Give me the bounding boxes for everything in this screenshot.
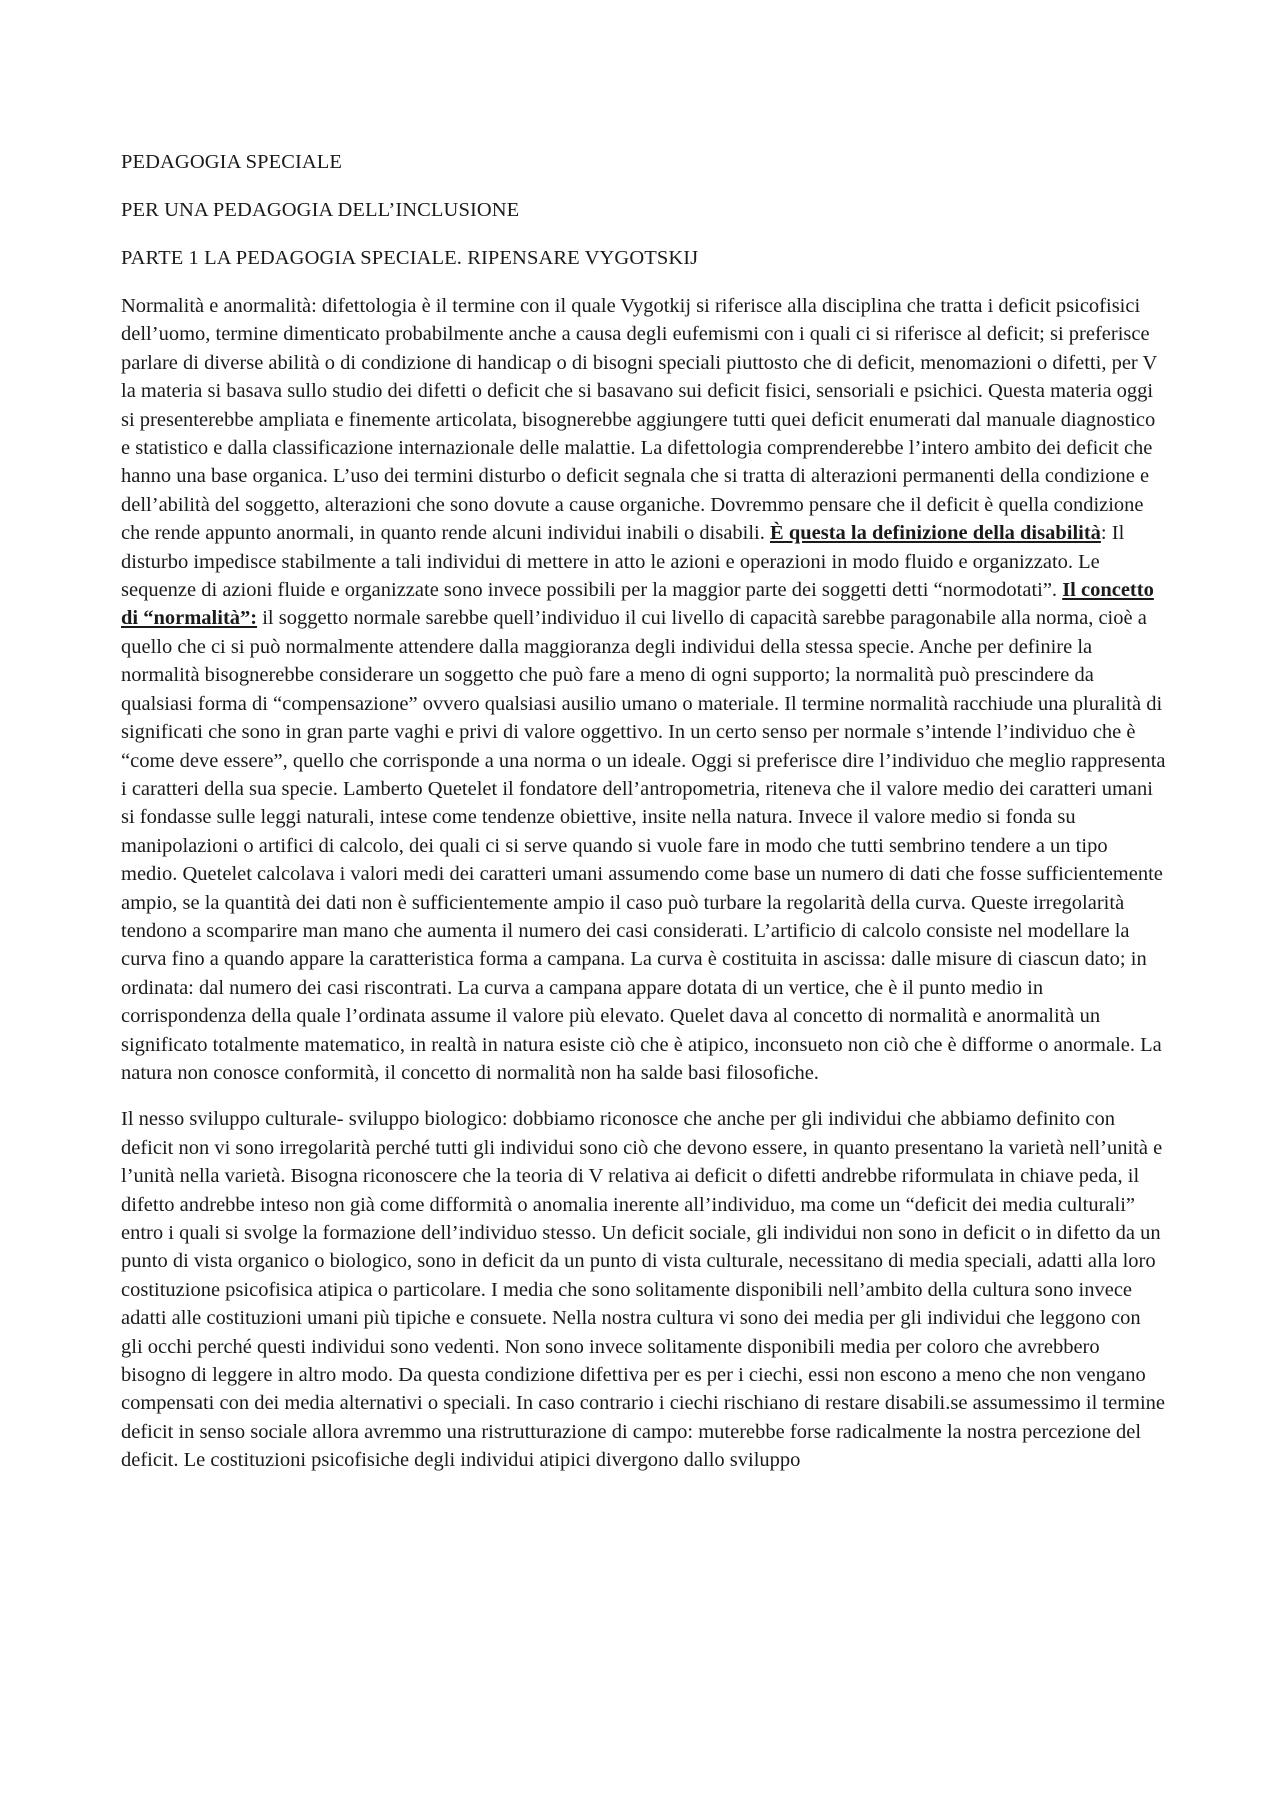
paragraph-text: : Il disturbo impedisce stabilmente a tali individui di mettere in atto le azioni e operazioni in modo fluido e organizzato. Le sequenze di azioni fluide e organizzate sono invece possibili per la maggior parte dei soggetti detti “normodotati”. [121,522,1125,602]
paragraph-text: il soggetto normale sarebbe quell’individuo il cui livello di capacità sarebbe paragonabile alla norma, cioè a quello che ci si può normalmente attendere dalla maggioranza degli individui della stessa specie. Anche per definire la normalità bisognerebbe considerare un soggetto che può fare a meno di ogni supporto; la normalità può prescindere da qualsiasi forma di “compensazione” ovvero qualsiasi ausilio umano o materiale. Il termine normalità racchiude una pluralità di significati che sono in gran parte vaghi e privi di valore oggettivo. In un certo senso per normale s’intende l’individuo che è “come deve essere”, quello che corrisponde a una norma o un ideale. Oggi si preferisce dire l’individuo che meglio rappresenta i caratteri della sua specie. Lamberto Quetelet il fondatore dell’antropometria, riteneva che il valore medio dei caratteri umani si fondasse sulle leggi naturali, intese come tendenze obiettive, insite nella natura. Invece il valore medio si fonda su manipolazioni o artifici di calcolo, dei quali ci si serve quando si vuole fare in modo che tutti sembrino tendere a un tipo medio. Quetelet calcolava i valori medi dei caratteri umani assumendo come base un numero di dati che fosse sufficientemente ampio, se la quantità dei dati non è sufficientemente ampio il caso può turbare la regolarità della curva. Queste irregolarità tendono a scomparire man mano che aumenta il numero dei casi considerati. L’artificio di calcolo consiste nel modellare la curva fino a quando appare la caratteristica forma a campana. La curva è costituita in ascissa: dalle misure di ciascun dato; in ordinata: dal numero dei casi riscontrati. La curva a campana appare dotata di un vertice, che è il punto medio in corrispondenza della quale l’ordinata assume il valore più elevato. Quelet dava al concetto di normalità e anormalità un significato totalmente matematico, in realtà in natura esiste ciò che è atipico, inconsueto non ciò che è difforme o anormale. La natura non conosce conformità, il concetto di normalità non ha salde basi filosofiche. [121,607,1166,1084]
paragraph-sviluppo-culturale: Il nesso sviluppo culturale- sviluppo biologico: dobbiamo riconosce che anche per gli individui che abbiamo definito con deficit non vi sono irregolarità perché tutti gli individui sono ciò che devono essere, in quanto presentano la varietà nell’unità e l’unità nella varietà. Bisogna riconoscere che la teoria di V relativa ai deficit o difetti andrebbe riformulata in chiave peda, il difetto andrebbe inteso non già come difformità o anomalia inerente all’individuo, ma come un “deficit dei media culturali” entro i quali si svolge la formazione dell’individuo stesso. Un deficit sociale, gli individui non sono in deficit o in difetto da un punto di vista organico o biologico, sono in deficit da un punto di vista culturale, necessitano di media speciali, adatti alla loro costituzione psicofisica atipica o particolare. I media che sono solitamente disponibili nell’ambito della cultura sono invece adatti alle costituzioni umani più tipiche e consuete. Nella nostra cultura vi sono dei media per gli individui che leggono con gli occhi perché questi individui sono vedenti. Non sono invece solitamente disponibili media per coloro che avrebbero bisogno di leggere in altro modo. Da questa condizione difettiva per es per i ciechi, essi non escono a meno che non vengano compensati con dei media alternativi o speciali. In caso contrario i ciechi rischiano di restare disabili.se assumessimo il termine deficit in senso sociale allora avremmo una ristrutturazione di campo: muterebbe forse radicalmente la nostra percezione del deficit. Le costituzioni psicofisiche degli individui atipici divergono dallo sviluppo [121,1108,1166,1472]
emphasis-concetto-normalita: Il concetto di “normalità”: [121,579,1154,630]
document-body [121,148,1167,1475]
paragraph-normalita [121,292,1167,1087]
document-subtitle: PER UNA PEDAGOGIA DELL’INCLUSIONE [121,199,520,221]
document-title: PEDAGOGIA SPECIALE [121,151,343,173]
emphasis-definizione-disabilita: È questa la definizione della disabilità [770,522,1101,545]
paragraph-text: Normalità e anormalità: difettologia è il termine con il quale Vygotkij si riferisce alla disciplina che tratta i deficit psicofisici dell’uomo, termine dimenticato probabilmente anche a causa degli eufemismi con i quali ci si riferisce al deficit; si preferisce parlare di diverse abilità o di condizione di handicap o di bisogni speciali piuttosto che di deficit, menomazioni o difetti, per V la materia si basava sullo studio dei difetti o deficit che si basavano sui deficit fisici, sensoriali e psichici. Questa materia oggi si presenterebbe ampliata e finemente articolata, bisognerebbe aggiungere tutti quei deficit enumerati dal manuale diagnostico e statistico e dalla classificazione internazionale delle malattie. La difettologia comprenderebbe l’intero ambito dei deficit che hanno una base organica. L’uso dei termini disturbo o deficit segnala che si tratta di alterazioni permanenti della condizione e dell’abilità del soggetto, alterazioni che sono dovute a cause organiche. Dovremmo pensare che il deficit è quella condizione che rende appunto anormali, in quanto rende alcuni individui inabili o disabili. [121,295,1157,545]
section-heading: PARTE 1 LA PEDAGOGIA SPECIALE. RIPENSARE VYGOTSKIJ [121,247,699,269]
